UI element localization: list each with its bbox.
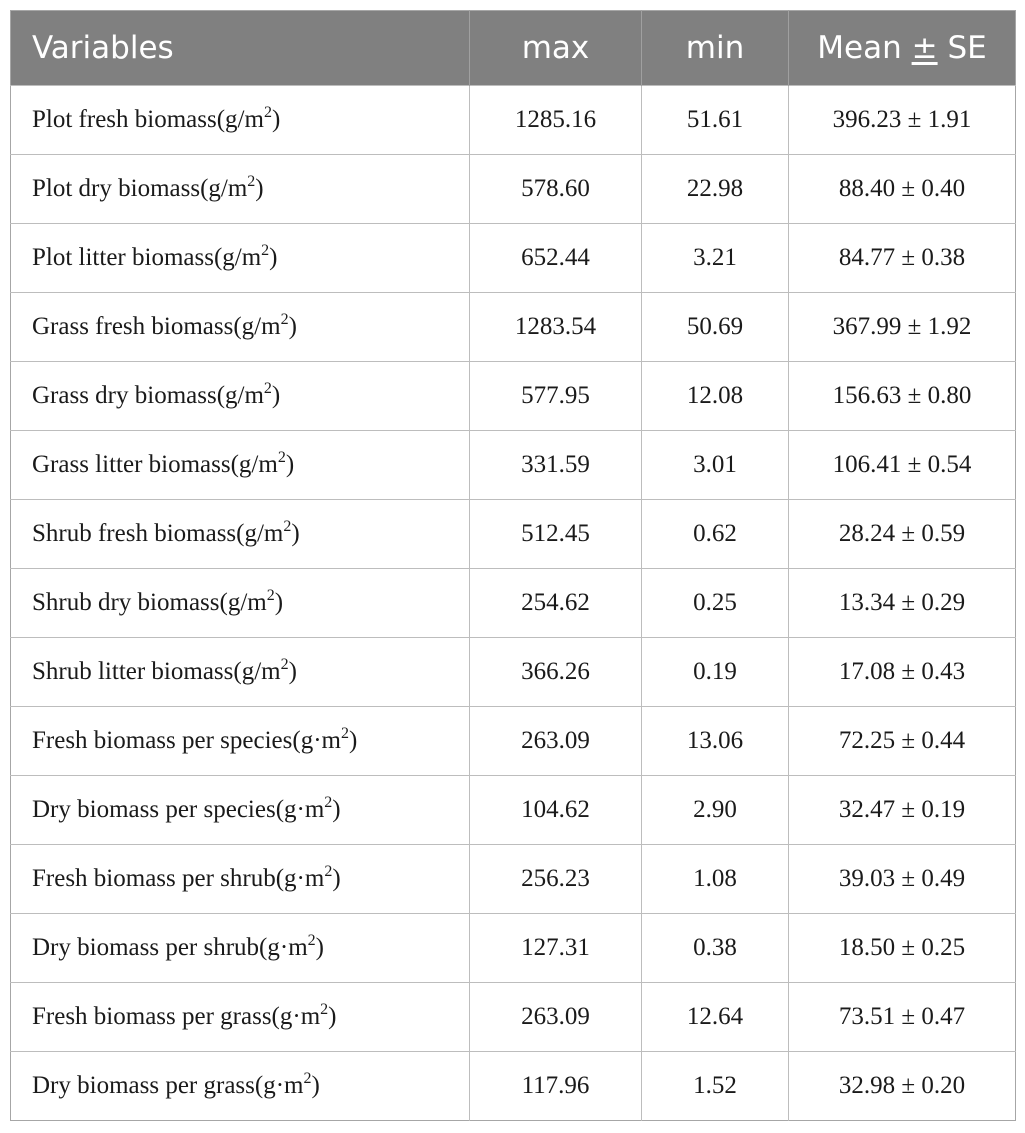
- header-mean-se: [789, 11, 1016, 86]
- unit-superscript: 2: [263, 104, 272, 121]
- max-value-cell: 256.23: [470, 845, 642, 914]
- header-mean-suffix: SE: [937, 30, 987, 66]
- min-value-cell: 0.62: [642, 500, 789, 569]
- max-value-cell: 366.26: [470, 638, 642, 707]
- max-value-cell: 127.31: [470, 914, 642, 983]
- unit-superscript: 2: [247, 173, 256, 190]
- mean-se-cell: 88.40 ± 0.40: [789, 155, 1016, 224]
- unit-superscript: 2: [307, 932, 316, 949]
- min-value-cell: 22.98: [642, 155, 789, 224]
- max-value-cell: 1285.16: [470, 86, 642, 155]
- mean-se-cell: 32.47 ± 0.19: [789, 776, 1016, 845]
- mean-se-cell: 156.63 ± 0.80: [789, 362, 1016, 431]
- unit-superscript: 2: [261, 242, 270, 259]
- unit-superscript: 2: [303, 1070, 312, 1087]
- unit-superscript: 2: [340, 725, 349, 742]
- unit-superscript: 2: [263, 380, 272, 397]
- mean-se-cell: 32.98 ± 0.20: [789, 1052, 1016, 1121]
- max-value-cell: 331.59: [470, 431, 642, 500]
- variable-label-close: ): [311, 1072, 320, 1099]
- unit-superscript: 2: [277, 449, 286, 466]
- max-value-cell: 263.09: [470, 707, 642, 776]
- variable-name-cell: [11, 362, 470, 431]
- mean-se-cell: 17.08 ± 0.43: [789, 638, 1016, 707]
- table-row: [11, 983, 1016, 1052]
- variable-label-close: ): [269, 244, 278, 271]
- max-value-cell: 577.95: [470, 362, 642, 431]
- variable-label-close: ): [328, 1003, 337, 1030]
- variable-name-cell: [11, 914, 470, 983]
- table-row: [11, 500, 1016, 569]
- max-value-cell: 117.96: [470, 1052, 642, 1121]
- variable-label: Grass litter biomass(g/m: [32, 451, 278, 478]
- variable-label: Dry biomass per shrub(g·m: [32, 934, 308, 961]
- variable-label-close: ): [288, 313, 297, 340]
- variable-name-cell: [11, 638, 470, 707]
- header-max: max: [470, 11, 642, 86]
- variable-label: Plot fresh biomass(g/m: [32, 106, 264, 133]
- variable-label-close: ): [315, 934, 324, 961]
- header-variables: Variables: [11, 11, 470, 86]
- max-value-cell: 104.62: [470, 776, 642, 845]
- variable-label-close: ): [291, 520, 300, 547]
- unit-superscript: 2: [324, 794, 333, 811]
- variable-label: Grass fresh biomass(g/m: [32, 313, 281, 340]
- variable-label-close: ): [271, 106, 281, 133]
- variable-name-cell: [11, 845, 470, 914]
- variable-label-close: ): [274, 589, 284, 616]
- table-row: [11, 155, 1016, 224]
- variable-name-cell: [11, 1052, 470, 1121]
- variable-label: Shrub litter biomass(g/m: [32, 658, 281, 685]
- variable-name-cell: [11, 224, 470, 293]
- variable-label: Grass dry biomass(g/m: [32, 382, 264, 409]
- unit-superscript: 2: [320, 1001, 329, 1018]
- table-row: [11, 293, 1016, 362]
- variable-name-cell: [11, 500, 470, 569]
- min-value-cell: 3.01: [642, 431, 789, 500]
- max-value-cell: 578.60: [470, 155, 642, 224]
- table-header-row: [11, 11, 1016, 86]
- table-row: [11, 638, 1016, 707]
- table-row: [11, 362, 1016, 431]
- min-value-cell: 2.90: [642, 776, 789, 845]
- mean-se-cell: 39.03 ± 0.49: [789, 845, 1016, 914]
- variable-label: Shrub fresh biomass(g/m: [32, 520, 284, 547]
- biomass-table-container: [10, 10, 1015, 1121]
- table-row: [11, 224, 1016, 293]
- min-value-cell: 51.61: [642, 86, 789, 155]
- mean-se-cell: 28.24 ± 0.59: [789, 500, 1016, 569]
- mean-se-cell: 72.25 ± 0.44: [789, 707, 1016, 776]
- variable-label-close: ): [332, 796, 341, 823]
- table-row: [11, 845, 1016, 914]
- variable-name-cell: [11, 707, 470, 776]
- table-row: [11, 914, 1016, 983]
- min-value-cell: 1.08: [642, 845, 789, 914]
- variable-name-cell: [11, 155, 470, 224]
- mean-se-cell: 18.50 ± 0.25: [789, 914, 1016, 983]
- variable-label: Plot dry biomass(g/m: [32, 175, 248, 202]
- min-value-cell: 13.06: [642, 707, 789, 776]
- variable-label: Shrub dry biomass(g/m: [32, 589, 267, 616]
- mean-se-cell: 84.77 ± 0.38: [789, 224, 1016, 293]
- unit-superscript: 2: [280, 311, 289, 328]
- max-value-cell: 512.45: [470, 500, 642, 569]
- min-value-cell: 3.21: [642, 224, 789, 293]
- max-value-cell: 263.09: [470, 983, 642, 1052]
- unit-superscript: 2: [280, 656, 289, 673]
- table-row: [11, 569, 1016, 638]
- table-row: [11, 431, 1016, 500]
- variable-label: Fresh biomass per grass(g·m: [32, 1003, 321, 1030]
- variable-name-cell: [11, 431, 470, 500]
- variable-label-close: ): [255, 175, 264, 202]
- min-value-cell: 12.64: [642, 983, 789, 1052]
- table-body: [11, 86, 1016, 1121]
- variable-label-close: ): [285, 451, 295, 478]
- min-value-cell: 0.25: [642, 569, 789, 638]
- header-mean-pm: ±: [911, 30, 938, 66]
- variable-name-cell: [11, 569, 470, 638]
- variable-label: Fresh biomass per shrub(g·m: [32, 865, 325, 892]
- max-value-cell: 1283.54: [470, 293, 642, 362]
- variable-label: Fresh biomass per species(g·m: [32, 727, 341, 754]
- table-row: [11, 776, 1016, 845]
- min-value-cell: 0.19: [642, 638, 789, 707]
- unit-superscript: 2: [324, 863, 333, 880]
- variable-label-close: ): [271, 382, 281, 409]
- header-mean-prefix: Mean: [817, 30, 912, 66]
- min-value-cell: 50.69: [642, 293, 789, 362]
- unit-superscript: 2: [283, 518, 292, 535]
- mean-se-cell: 367.99 ± 1.92: [789, 293, 1016, 362]
- variable-label-close: ): [348, 727, 358, 754]
- variable-name-cell: [11, 776, 470, 845]
- mean-se-cell: 13.34 ± 0.29: [789, 569, 1016, 638]
- header-min: min: [642, 11, 789, 86]
- variable-label-close: ): [288, 658, 297, 685]
- min-value-cell: 1.52: [642, 1052, 789, 1121]
- mean-se-cell: 106.41 ± 0.54: [789, 431, 1016, 500]
- table-row: [11, 86, 1016, 155]
- min-value-cell: 12.08: [642, 362, 789, 431]
- table-row: [11, 1052, 1016, 1121]
- variable-label-close: ): [332, 865, 341, 892]
- table-row: [11, 707, 1016, 776]
- unit-superscript: 2: [266, 587, 275, 604]
- mean-se-cell: 73.51 ± 0.47: [789, 983, 1016, 1052]
- variable-label: Plot litter biomass(g/m: [32, 244, 262, 271]
- max-value-cell: 254.62: [470, 569, 642, 638]
- variable-name-cell: [11, 983, 470, 1052]
- variable-name-cell: [11, 86, 470, 155]
- biomass-table: [10, 10, 1016, 1121]
- max-value-cell: 652.44: [470, 224, 642, 293]
- variable-name-cell: [11, 293, 470, 362]
- variable-label: Dry biomass per species(g·m: [32, 796, 325, 823]
- min-value-cell: 0.38: [642, 914, 789, 983]
- variable-label: Dry biomass per grass(g·m: [32, 1072, 304, 1099]
- mean-se-cell: 396.23 ± 1.91: [789, 86, 1016, 155]
